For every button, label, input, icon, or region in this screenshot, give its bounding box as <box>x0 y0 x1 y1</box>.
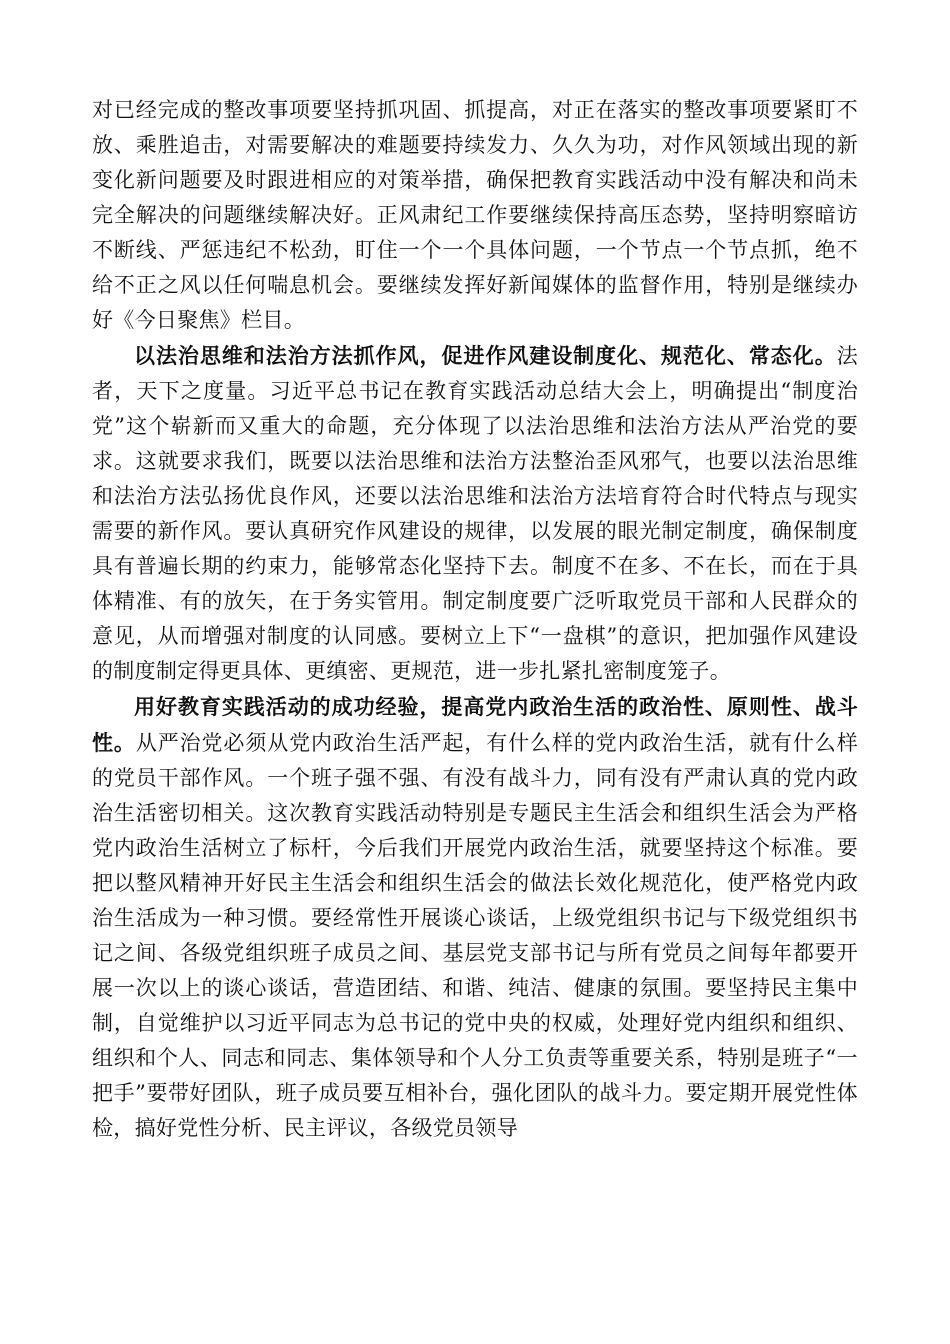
paragraph-rule-of-law <box>92 338 858 689</box>
paragraph-lead: 以法治思维和法治方法抓作风，促进作风建设制度化、规范化、常态化。 <box>134 343 837 368</box>
paragraph-party-life <box>92 689 858 1146</box>
paragraph-lead: 用好教育实践活动的成功经验，提高党内政治生活的政治性、原则性、战斗性。 <box>92 694 858 755</box>
document-page <box>92 93 858 1146</box>
paragraph-body: 对已经完成的整改事项要坚持抓巩固、抓提高，对正在落实的整改事项要紧盯不放、乘胜追击，对需要解决的难题要持续发力、久久为功，对作风领域出现的新变化新问题要及时跟进相应的对策举措，确保把教育实践活动中没有解决和尚未完全解决的问题继续解决好。正风肃纪工作要继续保持高压态势，坚持明察暗访不断线、严惩违纪不松劲，盯住一个一个具体问题，一个节点一个节点抓，绝不给不正之风以任何喘息机会。要继续发挥好新闻媒体的监督作用，特别是继续办好《今日聚焦》栏目。 <box>92 98 858 332</box>
paragraph-continuation <box>92 93 858 338</box>
paragraph-body: 从严治党必须从党内政治生活严起，有什么样的党内政治生活，就有什么样的党员干部作风。一个班子强不强、有没有战斗力，同有没有严肃认真的党内政治生活密切相关。这次教育实践活动特别是专题民主生活会和组织生活会为严格党内政治生活树立了标杆，今后我们开展党内政治生活，就要坚持这个标准。要把以整风精神开好民主生活会和组织生活会的做法长效化规范化，使严格党内政治生活成为一种习惯。要经常性开展谈心谈话，上级党组织书记与下级党组织书记之间、各级党组织班子成员之间、基层党支部书记与所有党员之间每年都要开展一次以上的谈心谈话，营造团结、和谐、纯洁、健康的氛围。要坚持民主集中制，自觉维护以习近平同志为总书记的党中央的权威，处理好党内组织和组织、组织和个人、同志和同志、集体领导和个人分工负责等重要关系，特别是班子“一把手”要带好团队，班子成员要互相补台，强化团队的战斗力。要定期开展党性体检，搞好党性分析、民主评议，各级党员领导 <box>92 731 858 1140</box>
paragraph-body: 法者，天下之度量。习近平总书记在教育实践活动总结大会上，明确提出“制度治党”这个崭新而又重大的命题，充分体现了以法治思维和法治方法从严治党的要求。这就要求我们，既要以法治思维和法治方法整治歪风邪气，也要以法治思维和法治方法弘扬优良作风，还要以法治思维和法治方法培育符合时代特点与现实需要的新作风。要认真研究作风建设的规律，以发展的眼光制定制度，确保制度具有普遍长期的约束力，能够常态化坚持下去。制度不在多、不在长，而在于具体精准、有的放矢，在于务实管用。制定制度要广泛听取党员干部和人民群众的意见，从而增强对制度的认同感。要树立上下“一盘棋”的意识，把加强作风建设的制度制定得更具体、更缜密、更规范，进一步扎紧扎密制度笼子。 <box>92 344 858 683</box>
